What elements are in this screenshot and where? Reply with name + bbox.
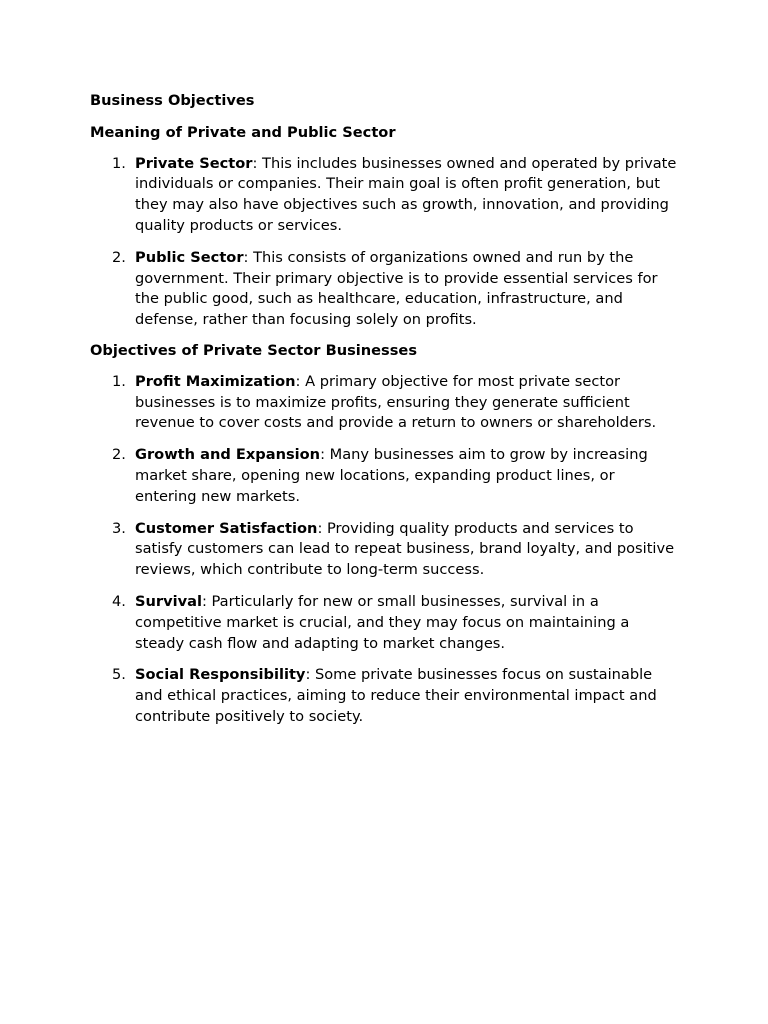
list-item-term: Public Sector (135, 248, 244, 266)
list-item-number: 2. (112, 446, 126, 464)
section-heading-private-public: Meaning of Private and Public Sector (90, 123, 396, 141)
list-item-number: 2. (112, 248, 126, 266)
list-item-text: : Many businesses aim to grow by increasing market share, opening new locations, expanding product lines, or entering new markets. (135, 446, 648, 505)
list-item-term: Social Responsibility (135, 666, 306, 684)
list-private-public (90, 154, 680, 331)
list-item-number: 1. (112, 372, 126, 390)
list-item-text: : Providing quality products and services to satisfy customers can lead to repeat business, brand loyalty, and positive reviews, which contribute to long-term success. (135, 519, 675, 579)
section-heading-private-objectives: Objectives of Private Sector Businesses (90, 341, 418, 359)
document-page (90, 91, 680, 739)
list-item (90, 445, 680, 507)
list-item-text: : This consists of organizations owned and run by the government. Their primary objective is to provide essential services for the public good, such as healthcare, education, infrastructure, and defense, rather than focusing solely on profits. (135, 248, 658, 329)
list-item-number: 3. (112, 519, 126, 537)
list-item-term: Customer Satisfaction (135, 519, 318, 537)
list-item-term: Profit Maximization (135, 372, 296, 390)
list-item-text: : A primary objective for most private sector businesses is to maximize profits, ensuring they generate sufficient revenue to cover costs and provide a return to owners or shareholders. (135, 372, 657, 432)
document-title: Business Objectives (90, 92, 255, 109)
list-item-term: Growth and Expansion (135, 446, 321, 464)
list-item-number: 4. (112, 592, 126, 610)
list-item-text: : This includes businesses owned and operated by private individuals or companies. Their main goal is often profit generation, but they may also have objectives such as growth, innovation, and providing quality products or services. (135, 154, 677, 234)
list-item (90, 519, 680, 581)
list-item (90, 372, 680, 434)
list-item-term: Private Sector (135, 154, 253, 172)
list-item (90, 154, 680, 237)
list-item (90, 665, 680, 727)
list-private-objectives (90, 372, 680, 728)
list-item-term: Survival (135, 592, 202, 610)
list-item-number: 1. (112, 154, 126, 172)
list-item-number: 5. (112, 666, 126, 684)
list-item-text: : Particularly for new or small businesses, survival in a competitive market is crucial, and they may focus on maintaining a steady cash flow and adapting to market changes. (135, 592, 630, 652)
list-item (90, 248, 680, 331)
list-item (90, 592, 680, 654)
list-item-text: : Some private businesses focus on sustainable and ethical practices, aiming to reduce their environmental impact and contribute positively to society. (135, 666, 657, 725)
